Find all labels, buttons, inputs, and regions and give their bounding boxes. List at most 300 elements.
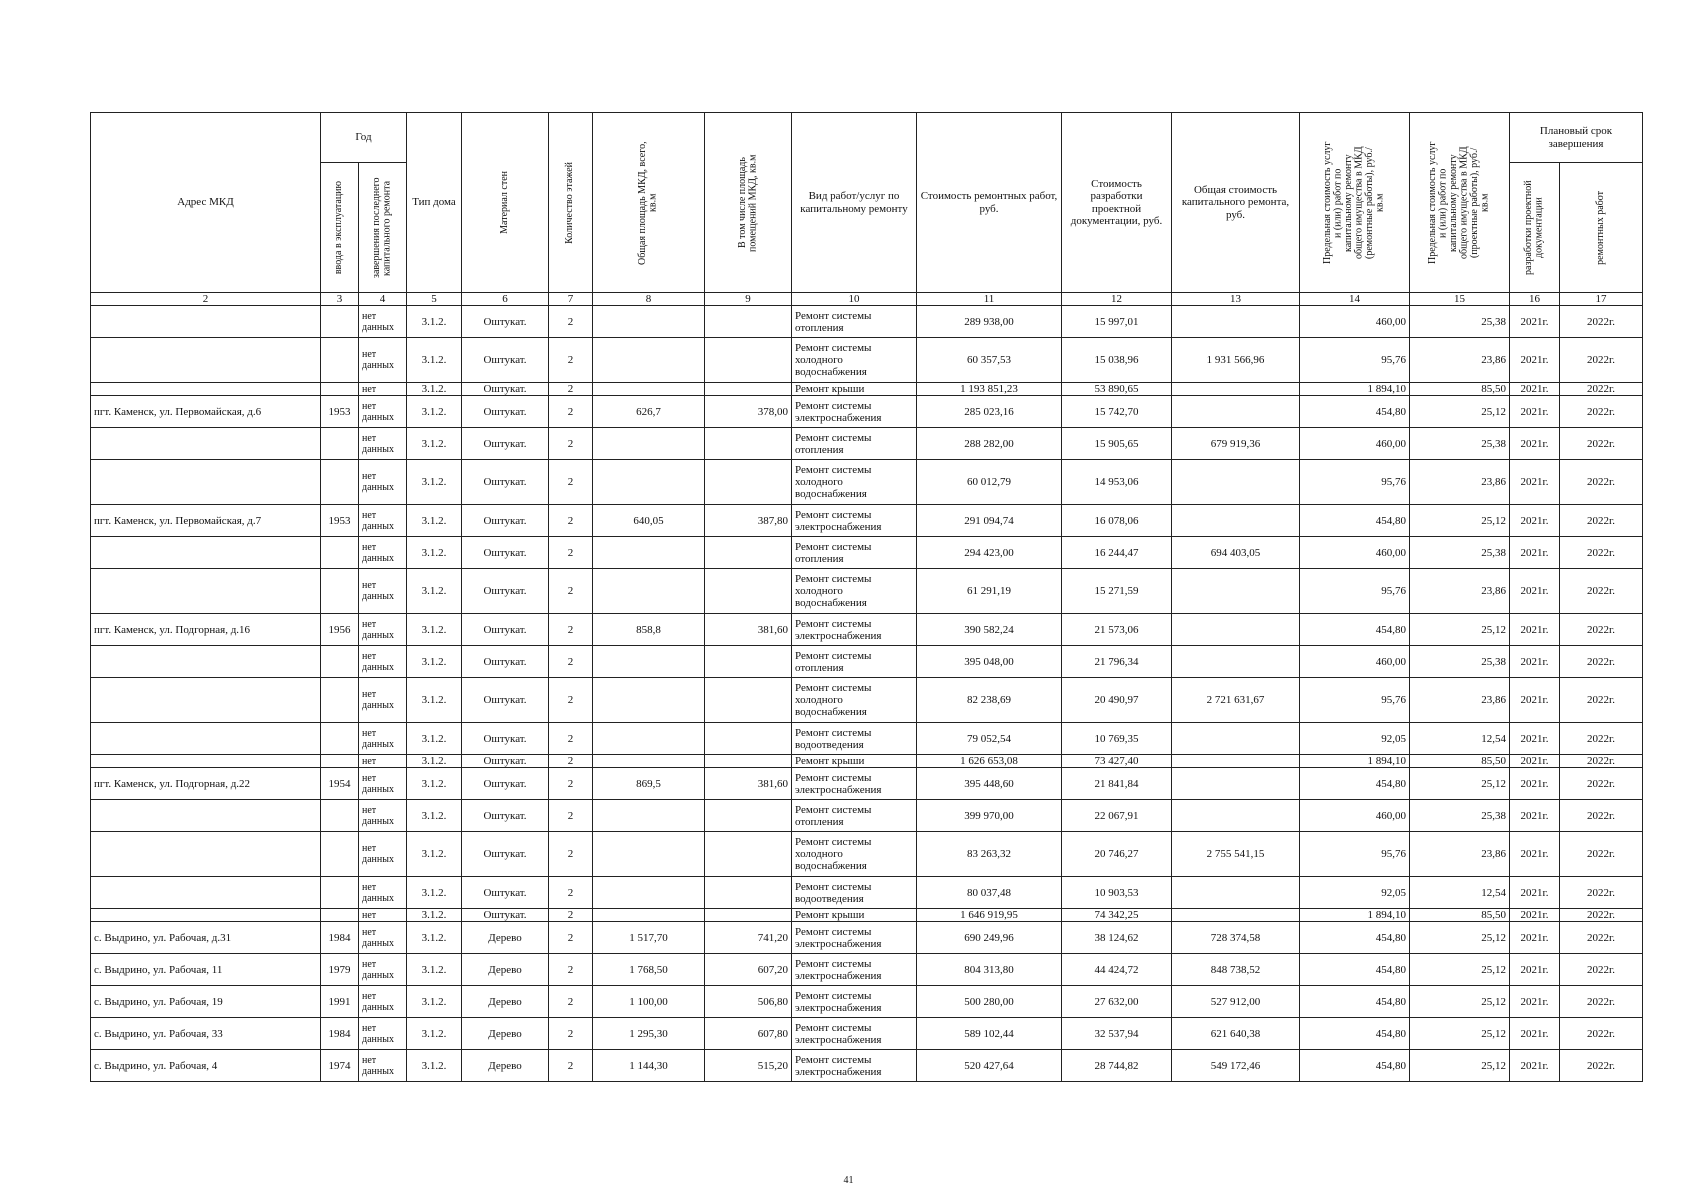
cell-address (91, 646, 321, 678)
header-year-commission: ввода в эксплуатацию (321, 163, 359, 293)
header-year-last-repair: завершения последнего капитального ремонта (359, 163, 407, 293)
cell-design-cost: 14 953,06 (1062, 460, 1172, 505)
cell-address: с. Выдрино, ул. Рабочая, 11 (91, 954, 321, 986)
cell-deadline-repair: 2022г. (1560, 306, 1643, 338)
header-total-area: Общая площадь МКД, всего, кв.м (593, 113, 705, 293)
cell-design-cost: 74 342,25 (1062, 909, 1172, 922)
cell-wall-material: Оштукат. (462, 768, 549, 800)
table-row (91, 723, 1643, 755)
cell-year-last-repair: нет данных (359, 460, 407, 505)
cell-year-last-repair: нет данных (359, 537, 407, 569)
cell-wall-material: Оштукат. (462, 800, 549, 832)
header-design-cost: Стоимость разработки проектной документации, руб. (1062, 113, 1172, 293)
column-number: 11 (917, 293, 1062, 306)
cell-total-area (593, 678, 705, 723)
cell-year-commission: 1974 (321, 1050, 359, 1082)
cell-deadline-repair: 2022г. (1560, 646, 1643, 678)
table-row (91, 909, 1643, 922)
cell-limit-design: 85,50 (1410, 909, 1510, 922)
cell-work-type: Ремонт системы водоотведения (792, 723, 917, 755)
cell-limit-design: 85,50 (1410, 755, 1510, 768)
cell-house-type: 3.1.2. (407, 678, 462, 723)
cell-year-last-repair: нет данных (359, 338, 407, 383)
cell-house-type: 3.1.2. (407, 1050, 462, 1082)
cell-year-commission (321, 877, 359, 909)
cell-work-type: Ремонт системы электроснабжения (792, 396, 917, 428)
column-number: 12 (1062, 293, 1172, 306)
cell-total-cost: 2 755 541,15 (1172, 832, 1300, 877)
cell-deadline-design: 2021г. (1510, 922, 1560, 954)
cell-address (91, 800, 321, 832)
cell-wall-material: Оштукат. (462, 755, 549, 768)
cell-design-cost: 20 746,27 (1062, 832, 1172, 877)
cell-deadline-repair: 2022г. (1560, 954, 1643, 986)
cell-design-cost: 73 427,40 (1062, 755, 1172, 768)
cell-work-type: Ремонт системы отопления (792, 306, 917, 338)
table-row (91, 428, 1643, 460)
cell-address (91, 428, 321, 460)
column-number: 14 (1300, 293, 1410, 306)
cell-deadline-repair: 2022г. (1560, 755, 1643, 768)
table-row (91, 755, 1643, 768)
cell-deadline-design: 2021г. (1510, 832, 1560, 877)
cell-house-type: 3.1.2. (407, 460, 462, 505)
cell-house-type: 3.1.2. (407, 986, 462, 1018)
cell-work-type: Ремонт крыши (792, 909, 917, 922)
cell-limit-repair: 1 894,10 (1300, 383, 1410, 396)
cell-year-commission (321, 723, 359, 755)
cell-year-last-repair: нет (359, 755, 407, 768)
cell-work-type: Ремонт системы отопления (792, 537, 917, 569)
table-row (91, 614, 1643, 646)
cell-design-cost: 44 424,72 (1062, 954, 1172, 986)
cell-year-last-repair: нет данных (359, 832, 407, 877)
cell-floors: 2 (549, 832, 593, 877)
cell-floors: 2 (549, 986, 593, 1018)
cell-work-type: Ремонт крыши (792, 755, 917, 768)
cell-total-cost (1172, 877, 1300, 909)
table-row (91, 986, 1643, 1018)
cell-house-type: 3.1.2. (407, 768, 462, 800)
cell-address: с. Выдрино, ул. Рабочая, 4 (91, 1050, 321, 1082)
table-row (91, 569, 1643, 614)
cell-floors: 2 (549, 678, 593, 723)
cell-wall-material: Оштукат. (462, 909, 549, 922)
column-number: 15 (1410, 293, 1510, 306)
table-row (91, 768, 1643, 800)
cell-work-type: Ремонт системы отопления (792, 428, 917, 460)
cell-floors: 2 (549, 1050, 593, 1082)
cell-total-cost: 549 172,46 (1172, 1050, 1300, 1082)
cell-total-cost: 728 374,58 (1172, 922, 1300, 954)
cell-deadline-design: 2021г. (1510, 986, 1560, 1018)
cell-wall-material: Оштукат. (462, 396, 549, 428)
cell-limit-design: 25,12 (1410, 768, 1510, 800)
column-number: 8 (593, 293, 705, 306)
cell-work-type: Ремонт системы электроснабжения (792, 1018, 917, 1050)
header-address: Адрес МКД (91, 113, 321, 293)
cell-premises-area (705, 428, 792, 460)
cell-total-cost (1172, 723, 1300, 755)
cell-repair-cost: 61 291,19 (917, 569, 1062, 614)
cell-premises-area (705, 723, 792, 755)
cell-limit-repair: 460,00 (1300, 646, 1410, 678)
cell-house-type: 3.1.2. (407, 800, 462, 832)
cell-total-area (593, 383, 705, 396)
cell-limit-repair: 454,80 (1300, 396, 1410, 428)
cell-design-cost: 15 997,01 (1062, 306, 1172, 338)
cell-house-type: 3.1.2. (407, 537, 462, 569)
cell-deadline-design: 2021г. (1510, 1050, 1560, 1082)
cell-house-type: 3.1.2. (407, 428, 462, 460)
cell-work-type: Ремонт системы электроснабжения (792, 954, 917, 986)
cell-house-type: 3.1.2. (407, 723, 462, 755)
cell-deadline-repair: 2022г. (1560, 922, 1643, 954)
cell-year-commission: 1991 (321, 986, 359, 1018)
header-floors: Количество этажей (549, 113, 593, 293)
header-wall-material: Материал стен (462, 113, 549, 293)
cell-year-commission (321, 909, 359, 922)
table-row (91, 832, 1643, 877)
cell-year-commission: 1953 (321, 396, 359, 428)
cell-total-area: 626,7 (593, 396, 705, 428)
cell-year-commission (321, 537, 359, 569)
cell-year-last-repair: нет данных (359, 678, 407, 723)
column-number: 9 (705, 293, 792, 306)
table-row (91, 505, 1643, 537)
cell-year-commission (321, 460, 359, 505)
cell-deadline-repair: 2022г. (1560, 460, 1643, 505)
cell-deadline-repair: 2022г. (1560, 832, 1643, 877)
cell-year-commission (321, 306, 359, 338)
cell-total-cost: 2 721 631,67 (1172, 678, 1300, 723)
cell-floors: 2 (549, 306, 593, 338)
cell-limit-repair: 1 894,10 (1300, 909, 1410, 922)
cell-floors: 2 (549, 614, 593, 646)
cell-premises-area (705, 800, 792, 832)
column-number: 5 (407, 293, 462, 306)
cell-limit-repair: 454,80 (1300, 614, 1410, 646)
cell-house-type: 3.1.2. (407, 383, 462, 396)
table-row (91, 800, 1643, 832)
cell-address: пгт. Каменск, ул. Первомайская, д.7 (91, 505, 321, 537)
cell-total-area: 1 768,50 (593, 954, 705, 986)
cell-design-cost: 15 742,70 (1062, 396, 1172, 428)
cell-year-commission: 1954 (321, 768, 359, 800)
cell-design-cost: 28 744,82 (1062, 1050, 1172, 1082)
column-number: 3 (321, 293, 359, 306)
cell-premises-area (705, 909, 792, 922)
cell-floors: 2 (549, 569, 593, 614)
cell-design-cost: 21 573,06 (1062, 614, 1172, 646)
cell-deadline-design: 2021г. (1510, 460, 1560, 505)
cell-limit-design: 23,86 (1410, 832, 1510, 877)
cell-year-commission (321, 800, 359, 832)
cell-address (91, 877, 321, 909)
cell-total-area (593, 755, 705, 768)
cell-year-commission (321, 338, 359, 383)
table-row (91, 954, 1643, 986)
cell-wall-material: Дерево (462, 922, 549, 954)
cell-deadline-repair: 2022г. (1560, 909, 1643, 922)
cell-limit-design: 85,50 (1410, 383, 1510, 396)
cell-limit-design: 12,54 (1410, 877, 1510, 909)
cell-year-last-repair: нет данных (359, 768, 407, 800)
cell-address (91, 338, 321, 383)
cell-house-type: 3.1.2. (407, 505, 462, 537)
cell-deadline-design: 2021г. (1510, 537, 1560, 569)
cell-limit-design: 25,38 (1410, 428, 1510, 460)
cell-limit-repair: 454,80 (1300, 954, 1410, 986)
column-number: 2 (91, 293, 321, 306)
cell-wall-material: Оштукат. (462, 569, 549, 614)
cell-premises-area (705, 569, 792, 614)
cell-year-commission (321, 569, 359, 614)
header-premises-area: В том числе площадь помещений МКД, кв.м (705, 113, 792, 293)
cell-year-last-repair: нет данных (359, 614, 407, 646)
cell-house-type: 3.1.2. (407, 877, 462, 909)
cell-work-type: Ремонт системы отопления (792, 646, 917, 678)
cell-premises-area (705, 646, 792, 678)
cell-total-area: 1 144,30 (593, 1050, 705, 1082)
cell-house-type: 3.1.2. (407, 909, 462, 922)
cell-repair-cost: 1 646 919,95 (917, 909, 1062, 922)
cell-repair-cost: 285 023,16 (917, 396, 1062, 428)
cell-work-type: Ремонт системы электроснабжения (792, 505, 917, 537)
cell-repair-cost: 80 037,48 (917, 877, 1062, 909)
cell-limit-repair: 92,05 (1300, 877, 1410, 909)
cell-total-area (593, 460, 705, 505)
cell-total-area (593, 338, 705, 383)
cell-limit-design: 25,12 (1410, 922, 1510, 954)
cell-floors: 2 (549, 768, 593, 800)
cell-house-type: 3.1.2. (407, 755, 462, 768)
cell-wall-material: Оштукат. (462, 646, 549, 678)
cell-year-commission (321, 755, 359, 768)
cell-design-cost: 27 632,00 (1062, 986, 1172, 1018)
cell-design-cost: 15 271,59 (1062, 569, 1172, 614)
cell-total-area: 640,05 (593, 505, 705, 537)
cell-floors: 2 (549, 1018, 593, 1050)
cell-wall-material: Оштукат. (462, 505, 549, 537)
cell-deadline-design: 2021г. (1510, 614, 1560, 646)
cell-total-area (593, 646, 705, 678)
cell-floors: 2 (549, 723, 593, 755)
cell-limit-repair: 454,80 (1300, 1050, 1410, 1082)
header-limit-design: Предельная стоимость услуг и (или) работ по капитальному ремонту общего имущества в МКД (проектные работы), руб./кв.м (1410, 113, 1510, 293)
cell-floors: 2 (549, 338, 593, 383)
cell-floors: 2 (549, 460, 593, 505)
cell-total-cost (1172, 800, 1300, 832)
column-number: 10 (792, 293, 917, 306)
repair-program-table (90, 112, 1643, 1082)
cell-premises-area: 387,80 (705, 505, 792, 537)
cell-total-cost: 527 912,00 (1172, 986, 1300, 1018)
cell-limit-design: 23,86 (1410, 569, 1510, 614)
cell-repair-cost: 395 448,60 (917, 768, 1062, 800)
cell-deadline-repair: 2022г. (1560, 505, 1643, 537)
cell-work-type: Ремонт системы электроснабжения (792, 922, 917, 954)
header-deadline-repair: ремонтных работ (1560, 163, 1643, 293)
cell-work-type: Ремонт системы холодного водоснабжения (792, 569, 917, 614)
cell-limit-repair: 92,05 (1300, 723, 1410, 755)
cell-limit-repair: 460,00 (1300, 800, 1410, 832)
cell-deadline-design: 2021г. (1510, 306, 1560, 338)
table-row (91, 1018, 1643, 1050)
cell-total-cost (1172, 768, 1300, 800)
cell-total-area (593, 723, 705, 755)
cell-premises-area: 378,00 (705, 396, 792, 428)
header-total-cost: Общая стоимость капитального ремонта, руб. (1172, 113, 1300, 293)
cell-limit-repair: 95,76 (1300, 460, 1410, 505)
header-house-type: Тип дома (407, 113, 462, 293)
cell-year-last-repair: нет данных (359, 569, 407, 614)
cell-design-cost: 32 537,94 (1062, 1018, 1172, 1050)
cell-limit-repair: 95,76 (1300, 569, 1410, 614)
cell-deadline-design: 2021г. (1510, 338, 1560, 383)
cell-premises-area (705, 537, 792, 569)
header-deadline: Плановый срок завершения (1510, 113, 1643, 163)
cell-year-commission (321, 383, 359, 396)
cell-limit-repair: 454,80 (1300, 505, 1410, 537)
cell-deadline-repair: 2022г. (1560, 338, 1643, 383)
cell-deadline-design: 2021г. (1510, 768, 1560, 800)
cell-total-area (593, 537, 705, 569)
table-body (91, 306, 1643, 1082)
cell-address: с. Выдрино, ул. Рабочая, 19 (91, 986, 321, 1018)
cell-wall-material: Дерево (462, 986, 549, 1018)
cell-address: пгт. Каменск, ул. Подгорная, д.16 (91, 614, 321, 646)
page-number: 41 (843, 1175, 854, 1186)
cell-limit-repair: 95,76 (1300, 832, 1410, 877)
cell-deadline-repair: 2022г. (1560, 678, 1643, 723)
cell-deadline-design: 2021г. (1510, 877, 1560, 909)
cell-address: пгт. Каменск, ул. Подгорная, д.22 (91, 768, 321, 800)
cell-wall-material: Дерево (462, 954, 549, 986)
cell-repair-cost: 60 357,53 (917, 338, 1062, 383)
cell-work-type: Ремонт системы холодного водоснабжения (792, 678, 917, 723)
column-number: 6 (462, 293, 549, 306)
cell-repair-cost: 390 582,24 (917, 614, 1062, 646)
cell-deadline-repair: 2022г. (1560, 800, 1643, 832)
cell-total-cost (1172, 755, 1300, 768)
cell-year-last-repair: нет данных (359, 986, 407, 1018)
cell-limit-design: 23,86 (1410, 678, 1510, 723)
cell-address (91, 383, 321, 396)
cell-limit-design: 12,54 (1410, 723, 1510, 755)
cell-deadline-repair: 2022г. (1560, 877, 1643, 909)
cell-limit-design: 25,12 (1410, 614, 1510, 646)
cell-deadline-repair: 2022г. (1560, 1018, 1643, 1050)
cell-wall-material: Оштукат. (462, 383, 549, 396)
cell-wall-material: Оштукат. (462, 537, 549, 569)
cell-house-type: 3.1.2. (407, 306, 462, 338)
column-number: 4 (359, 293, 407, 306)
cell-premises-area (705, 306, 792, 338)
cell-design-cost: 38 124,62 (1062, 922, 1172, 954)
cell-repair-cost: 1 193 851,23 (917, 383, 1062, 396)
cell-deadline-design: 2021г. (1510, 569, 1560, 614)
cell-wall-material: Оштукат. (462, 877, 549, 909)
cell-repair-cost: 79 052,54 (917, 723, 1062, 755)
cell-address (91, 306, 321, 338)
table-row (91, 922, 1643, 954)
header-repair-cost: Стоимость ремонтных работ, руб. (917, 113, 1062, 293)
cell-repair-cost: 589 102,44 (917, 1018, 1062, 1050)
cell-floors: 2 (549, 755, 593, 768)
cell-house-type: 3.1.2. (407, 569, 462, 614)
cell-deadline-design: 2021г. (1510, 646, 1560, 678)
column-number: 16 (1510, 293, 1560, 306)
column-number: 13 (1172, 293, 1300, 306)
cell-wall-material: Оштукат. (462, 678, 549, 723)
cell-limit-repair: 454,80 (1300, 986, 1410, 1018)
cell-total-area (593, 428, 705, 460)
table-row (91, 383, 1643, 396)
cell-deadline-design: 2021г. (1510, 396, 1560, 428)
cell-repair-cost: 294 423,00 (917, 537, 1062, 569)
cell-total-cost (1172, 505, 1300, 537)
cell-design-cost: 15 905,65 (1062, 428, 1172, 460)
cell-house-type: 3.1.2. (407, 338, 462, 383)
cell-year-last-repair: нет данных (359, 428, 407, 460)
table-row (91, 537, 1643, 569)
cell-design-cost: 16 078,06 (1062, 505, 1172, 537)
cell-limit-repair: 454,80 (1300, 1018, 1410, 1050)
cell-total-cost: 679 919,36 (1172, 428, 1300, 460)
header-work-type: Вид работ/услуг по капитальному ремонту (792, 113, 917, 293)
cell-year-commission (321, 428, 359, 460)
cell-repair-cost: 1 626 653,08 (917, 755, 1062, 768)
cell-design-cost: 10 769,35 (1062, 723, 1172, 755)
cell-total-cost (1172, 569, 1300, 614)
cell-total-cost: 848 738,52 (1172, 954, 1300, 986)
table-row (91, 877, 1643, 909)
cell-house-type: 3.1.2. (407, 614, 462, 646)
cell-limit-design: 25,12 (1410, 1018, 1510, 1050)
cell-deadline-repair: 2022г. (1560, 396, 1643, 428)
cell-house-type: 3.1.2. (407, 396, 462, 428)
cell-repair-cost: 395 048,00 (917, 646, 1062, 678)
cell-limit-design: 25,38 (1410, 646, 1510, 678)
cell-design-cost: 22 067,91 (1062, 800, 1172, 832)
cell-work-type: Ремонт системы холодного водоснабжения (792, 338, 917, 383)
cell-premises-area: 607,20 (705, 954, 792, 986)
cell-premises-area: 741,20 (705, 922, 792, 954)
cell-total-area (593, 909, 705, 922)
table-row (91, 460, 1643, 505)
cell-premises-area (705, 832, 792, 877)
cell-total-area (593, 877, 705, 909)
cell-limit-repair: 454,80 (1300, 922, 1410, 954)
table-row (91, 306, 1643, 338)
cell-limit-design: 25,38 (1410, 306, 1510, 338)
cell-deadline-design: 2021г. (1510, 723, 1560, 755)
cell-limit-design: 25,12 (1410, 396, 1510, 428)
cell-address (91, 537, 321, 569)
cell-house-type: 3.1.2. (407, 922, 462, 954)
cell-year-last-repair: нет данных (359, 396, 407, 428)
cell-total-cost (1172, 396, 1300, 428)
cell-floors: 2 (549, 909, 593, 922)
cell-wall-material: Оштукат. (462, 306, 549, 338)
cell-work-type: Ремонт системы электроснабжения (792, 614, 917, 646)
cell-premises-area: 381,60 (705, 768, 792, 800)
cell-premises-area (705, 678, 792, 723)
cell-work-type: Ремонт системы электроснабжения (792, 986, 917, 1018)
cell-total-area: 1 100,00 (593, 986, 705, 1018)
cell-premises-area: 381,60 (705, 614, 792, 646)
